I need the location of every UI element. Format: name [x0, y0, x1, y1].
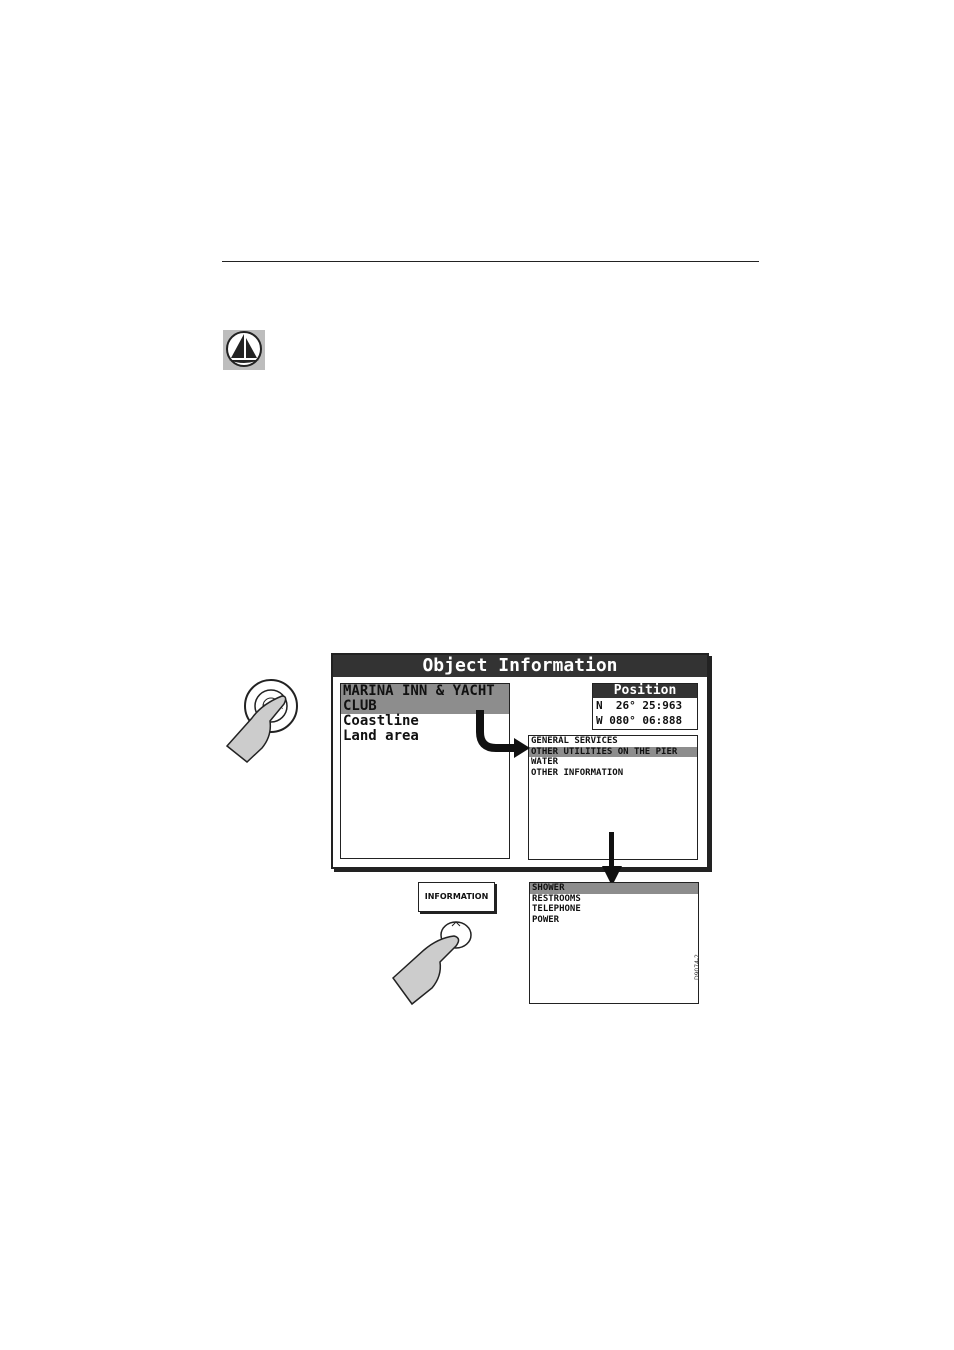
arrow-icon [600, 832, 624, 888]
list-item[interactable]: MARINA INN & YACHT CLUB [341, 684, 509, 714]
sailboat-icon [223, 330, 265, 370]
position-box [592, 683, 698, 730]
list-item[interactable]: SHOWER [530, 883, 698, 894]
sub-services-list [529, 882, 699, 1004]
list-item[interactable]: RESTROOMS [532, 893, 581, 904]
list-item[interactable]: GENERAL SERVICES [531, 736, 618, 746]
list-item[interactable]: Land area [343, 728, 419, 744]
list-item[interactable]: OTHER INFORMATION [531, 767, 624, 778]
dialog-title: Object Information [333, 655, 707, 677]
drawing-reference: D9074-2 [694, 954, 701, 980]
list-item[interactable]: POWER [532, 914, 560, 925]
header-rule [222, 261, 759, 262]
list-item[interactable]: WATER [531, 757, 559, 767]
list-item[interactable]: OTHER UTILITIES ON THE PIER [529, 747, 697, 758]
trackpad-icon[interactable] [222, 676, 302, 766]
position-title: Position [593, 684, 697, 698]
position-longitude: W 080° 06:888 [596, 714, 683, 727]
arrow-icon [470, 710, 540, 760]
list-item[interactable]: Coastline [343, 713, 419, 729]
hand-pointer-icon [390, 918, 475, 1008]
object-information-dialog [331, 653, 709, 869]
position-latitude: N 26° 25:963 [596, 699, 683, 712]
list-item[interactable]: TELEPHONE [532, 904, 581, 914]
information-button[interactable]: INFORMATION [418, 882, 495, 912]
